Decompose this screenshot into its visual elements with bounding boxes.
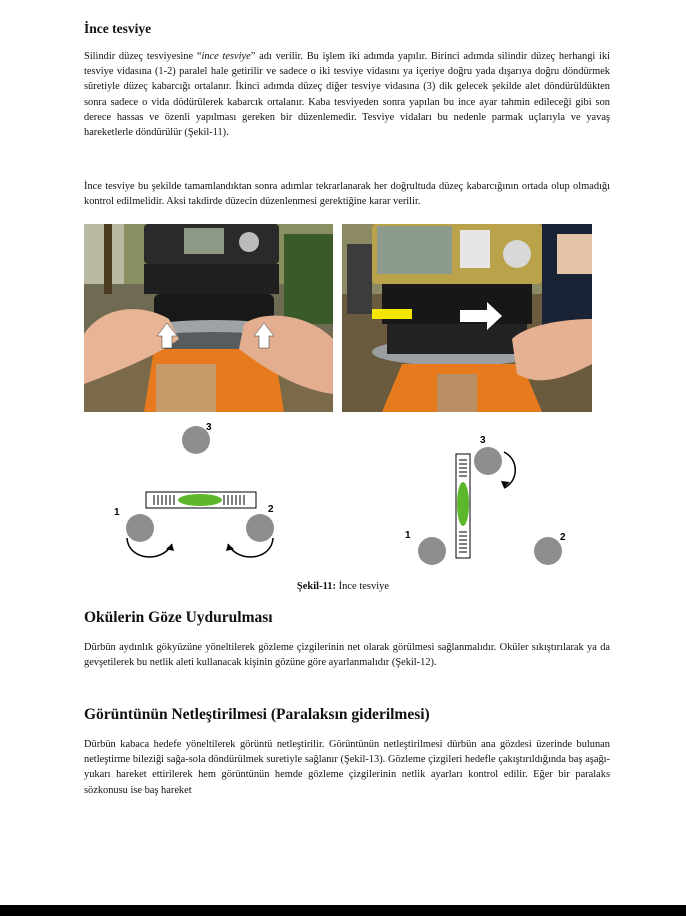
italic-term: ince tesviye bbox=[201, 51, 251, 62]
paragraph-text: Silindir düzeç tesviyesine “ bbox=[84, 51, 202, 62]
screw-label-3: 3 bbox=[206, 422, 212, 433]
section-heading-ince-tesviye: İnce tesviye bbox=[84, 21, 152, 36]
section-heading-goruntu: Görüntünün Netleştirilmesi (Paralaksın giderilmesi) bbox=[84, 706, 430, 723]
paragraph-okuler: Dürbün aydınlık gökyüzüne yöneltilerek gözleme çizgilerinin net olarak görülmesi sağlanmalıdır. Oküler sıkıştırılarak ya da gevşetilerek bu netlik aleti kullanacak kişinin gözüne göre ayarlanmalıdır (Şekil-12). bbox=[84, 642, 610, 669]
diagram-screws-1-2 bbox=[100, 418, 300, 578]
paragraph-ince-tesviye-1 bbox=[84, 49, 610, 140]
photo-third-screw-graphic bbox=[342, 224, 592, 412]
screw-3 bbox=[474, 447, 502, 475]
level-bubble bbox=[178, 494, 222, 506]
paragraph-goruntu: Dürbün kabaca hedefe yöneltilerek görüntü netleştirilir. Görüntünün netleştirilmesi dürbün ana gözdesi üzerinde bulunan netleştirme bileziği sağa-sola döndürülmek suretiyle sağlanır (Şekil-13). Gözleme çizgileri hedefle çakıştırıldığında baş aşağı-yukarı hareket ettirilerek hem görüntünün hemde gözleme çizgilerinin netlik ayarları kontrol edilir. Eğer bir paralaks sözkonusu ise baş hareket bbox=[84, 739, 610, 796]
screw-label-2: 2 bbox=[560, 532, 566, 543]
bottom-bar bbox=[0, 905, 686, 916]
screw-2 bbox=[246, 514, 274, 542]
vertical-level-bubble bbox=[457, 482, 469, 526]
screw-1 bbox=[126, 514, 154, 542]
photo-third-screw bbox=[342, 224, 592, 412]
caption-label: Şekil-11: bbox=[296, 581, 337, 592]
screw-label-2: 2 bbox=[268, 504, 274, 515]
diagram-screw-3 bbox=[400, 430, 580, 580]
rotation-arrow-right-icon bbox=[228, 538, 273, 557]
caption-text: İnce tesviye bbox=[336, 581, 390, 592]
paragraph-ince-tesviye-2: İnce tesviye bu şekilde tamamlandıktan sonra adımlar tekrarlanarak her doğrultuda düzeç kabarcığının ortada olup olmadığı kontrol edilmelidir. Aksi takdirde düzecin düzenlenmesi gerektiğine karar verilir. bbox=[84, 181, 610, 208]
screw-1 bbox=[418, 537, 446, 565]
screw-label-3: 3 bbox=[480, 435, 486, 446]
photo-two-screws-graphic bbox=[84, 224, 333, 412]
screw-label-1: 1 bbox=[405, 530, 411, 541]
rotation-arrow-left-icon bbox=[127, 538, 172, 557]
screw-2 bbox=[534, 537, 562, 565]
screw-label-1: 1 bbox=[114, 507, 120, 518]
photo-two-screws bbox=[84, 224, 333, 412]
figure-caption bbox=[0, 581, 686, 592]
section-heading-okuler: Okülerin Göze Uydurulması bbox=[84, 609, 273, 626]
paragraph-text: ” adı verilir. Bu işlem iki adımda yapılır. Birinci adımda silindir düzeç herhangi iki tesviye vidasına (1-2) paralel hale getirilir ve sadece o iki tesviye vidasını ya içeriye doğru yada dışarıya doğru döndürmek sûretiyle düzeç kabarcığı ortalanır. İkinci adımda düzeç diğer tesviye vidasına (3) dik gelecek şekilde alet döndürüldükten sonra sadece o vida dödürülerek kabarcık ortalanır. Kaba tesviyeden sonra yapılan bu ince ayar tahmin edileceği gibi son derece hassas ve özenli yapılması gereken bir düzenlemedir. Tesviye vidaları bu nedenle parmak uçlarıyla ve yavaş hareketlerle döndürülür (Şekil-11). bbox=[84, 51, 610, 139]
